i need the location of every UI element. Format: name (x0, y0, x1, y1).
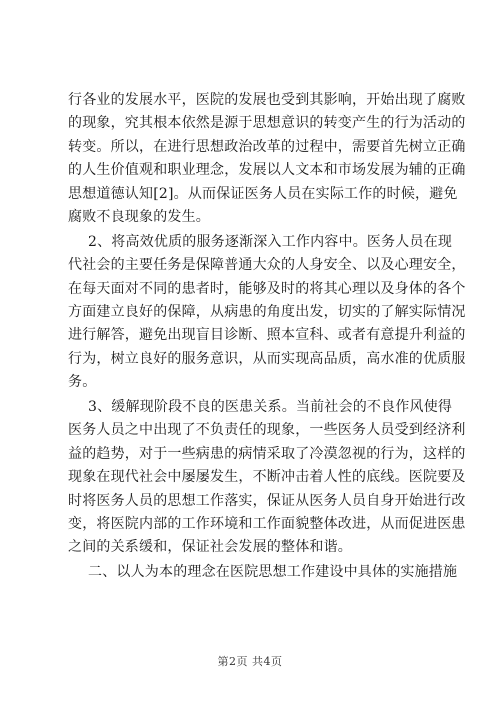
text-line: 变，将医院内部的工作环境和工作面貌整体改进，从而促进医患 (68, 516, 466, 533)
text-line: 代社会的主要任务是保障普通大众的人身安全、以及心理安全， (68, 257, 466, 274)
page-footer: 第2页 共4页 (217, 655, 283, 668)
text-line: 转变。所以，在进行思想政治改革的过程中，需要首先树立正确 (68, 138, 466, 155)
text-line: 在每天面对不同的患者时，能够及时的将其心理以及身体的各个 (68, 280, 466, 297)
paragraph-1 (68, 89, 466, 229)
text-line: 益的趋势，对于一些病患的病情采取了冷漠忽视的行为，这样的 (68, 445, 466, 462)
text-line: 腐败不良现象的发生。 (68, 208, 210, 225)
paragraph-2 (68, 231, 466, 395)
text-line: 进行解答，避免出现盲目诊断、照本宣科、或者有意提升利益的 (68, 327, 466, 344)
text-line: 3、缓解现阶段不良的医患关系。当前社会的不良作风使得 (88, 399, 453, 416)
text-line: 之间的关系缓和，保证社会发展的整体和谐。 (68, 539, 352, 556)
text-line: 方面建立良好的保障，从病患的角度出发，切实的了解实际情况 (68, 304, 466, 321)
text-line: 医务人员之中出现了不负责任的现象，一些医务人员受到经济利 (68, 422, 466, 439)
section-heading (68, 561, 458, 584)
text-line: 思想道德认知[2]。从而保证医务人员在实际工作的时候，避免 (68, 185, 458, 202)
text-line: 行为，树立良好的服务意识，从而实现高品质，高水准的优质服 (68, 350, 466, 367)
text-line: 2、将高效优质的服务逐渐深入工作内容中。医务人员在现 (88, 233, 453, 250)
text-line: 的人生价值观和职业理念，发展以人文本和市场发展为辅的正确 (68, 162, 466, 179)
text-line: 行各业的发展水平，医院的发展也受到其影响，开始出现了腐败 (68, 92, 466, 108)
text-line: 务。 (68, 374, 97, 391)
document-body (68, 89, 466, 585)
text-line: 时将医务人员的思想工作落实，保证从医务人员自身开始进行改 (68, 492, 466, 509)
text-line: 现象在现代社会中屡屡发生，不断冲击着人性的底线。医院要及 (68, 469, 466, 486)
heading-line: 二、以人为本的理念在医院思想工作建设中具体的实施措施 (88, 564, 458, 581)
text-line: 的现象，究其根本依然是源于思想意识的转变产生的行为活动的 (68, 115, 466, 132)
paragraph-3 (68, 396, 466, 560)
